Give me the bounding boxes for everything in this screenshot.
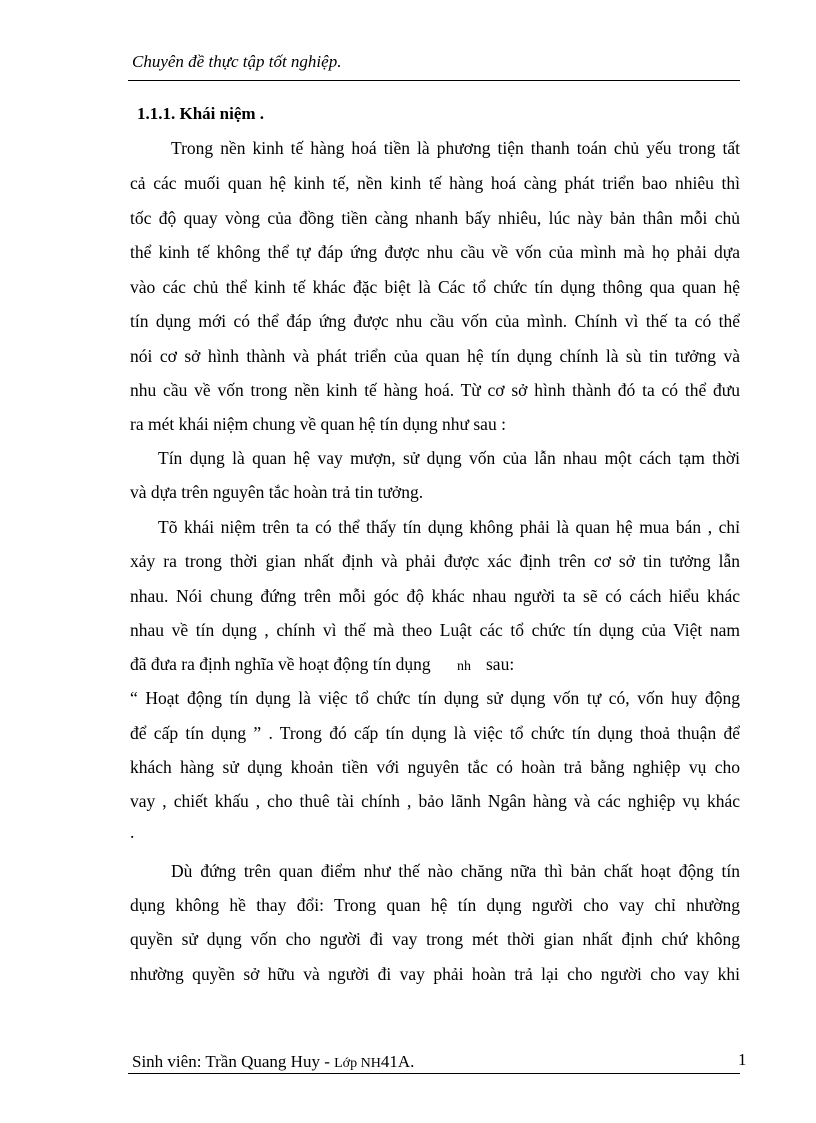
text-line: đã đưa ra định nghĩa về hoạt động tín dụng <box>130 654 431 674</box>
text-line: và dựa trên nguyên tắc hoàn trả tin tưởng. <box>130 482 424 502</box>
section-heading: 1.1.1. Khái niệm . <box>137 104 265 123</box>
page-footer <box>132 1052 414 1072</box>
text-line: vào các chủ thể kinh tế khác đặc biệt là Các tổ chức tín dụng thông qua quan hệ <box>130 277 740 297</box>
text-line: Dù đứng trên quan điểm như thế nào chăng nữa thì bản chất hoạt động tín <box>171 861 740 881</box>
text-line: khách hàng sử dụng khoản tiền với nguyên tắc có hoàn trả bằng nghiệp vụ cho <box>130 757 740 777</box>
text-line: tốc độ quay vòng của đồng tiền càng nhanh bấy nhiêu, lúc này bản thân mỗi chủ <box>130 208 740 228</box>
document-header-title: Chuyên đề thực tập tốt nghiệp. <box>132 52 342 71</box>
text-line: . <box>130 822 135 842</box>
text-line: để cấp tín dụng ” . Trong đó cấp tín dụng là việc tổ chức tín dụng thoả thuận để <box>130 723 740 743</box>
text-line: thể kinh tế không thể tự đáp ứng được nhu cầu về vốn của mình mà họ phải dựa <box>130 242 740 262</box>
text-line: Tõ khái niệm trên ta có thể thấy tín dụng không phải là quan hệ mua bán , chỉ <box>158 517 740 537</box>
text-line: nhau. Nói chung đứng trên mỗi góc độ khác nhau người ta sẽ có cách hiểu khác <box>130 586 740 606</box>
footer-class-suffix: 41A. <box>380 1052 415 1071</box>
text-line: tín dụng mới có thể đáp ứng được nhu cầu vốn của mình. Chính vì thế ta có thể <box>130 311 740 331</box>
header-divider <box>128 80 740 81</box>
text-line: vay , chiết khấu , cho thuê tài chính , bảo lãnh Ngân hàng và các nghiệp vụ khác <box>130 791 740 811</box>
text-line: xảy ra trong thời gian nhất định và phải được xác định trên cơ sở tin tưởng lẫn <box>130 551 740 571</box>
text-line: nhau về tín dụng , chính vì thế mà theo Luật các tổ chức tín dụng của Việt nam <box>130 620 740 640</box>
text-line: Tín dụng là quan hệ vay mượn, sử dụng vốn của lẫn nhau một cách tạm thời <box>158 448 740 468</box>
text-line: ra mét khái niệm chung về quan hệ tín dụng như sau : <box>130 414 506 434</box>
text-line: sau: <box>486 654 515 674</box>
text-line: nhường quyền sở hữu và người đi vay phải hoàn trả lại cho người cho vay khi <box>130 964 740 984</box>
text-line: dụng không hề thay đổi: Trong quan hệ tín dụng người cho vay chỉ nhường <box>130 895 740 915</box>
text-line: nói cơ sở hình thành và phát triển của quan hệ tín dụng chính là sù tin tưởng và <box>130 346 740 366</box>
text-line: “ Hoạt động tín dụng là việc tổ chức tín dụng sử dụng vốn tự có, vốn huy động <box>130 688 740 708</box>
text-line: quyền sử dụng vốn cho người đi vay trong mét thời gian nhất định chứ không <box>130 929 740 949</box>
text-line: cả các muối quan hệ kinh tế, nền kinh tế hàng hoá càng phát triển bao nhiêu thì <box>130 173 740 193</box>
text-line: Trong nền kinh tế hàng hoá tiền là phương tiện thanh toán chủ yếu trong tất <box>171 138 740 158</box>
page-number: 1 <box>738 1050 747 1069</box>
text-fragment: nh <box>457 659 471 674</box>
text-line: nhu cầu về vốn trong nền kinh tế hàng hoá. Từ cơ sở hình thành đó ta có thể đưu <box>130 380 740 400</box>
footer-divider <box>128 1073 740 1074</box>
footer-class-prefix: Lớp NH <box>334 1056 381 1071</box>
footer-student: Sinh viên: Trần Quang Huy - <box>132 1052 330 1071</box>
